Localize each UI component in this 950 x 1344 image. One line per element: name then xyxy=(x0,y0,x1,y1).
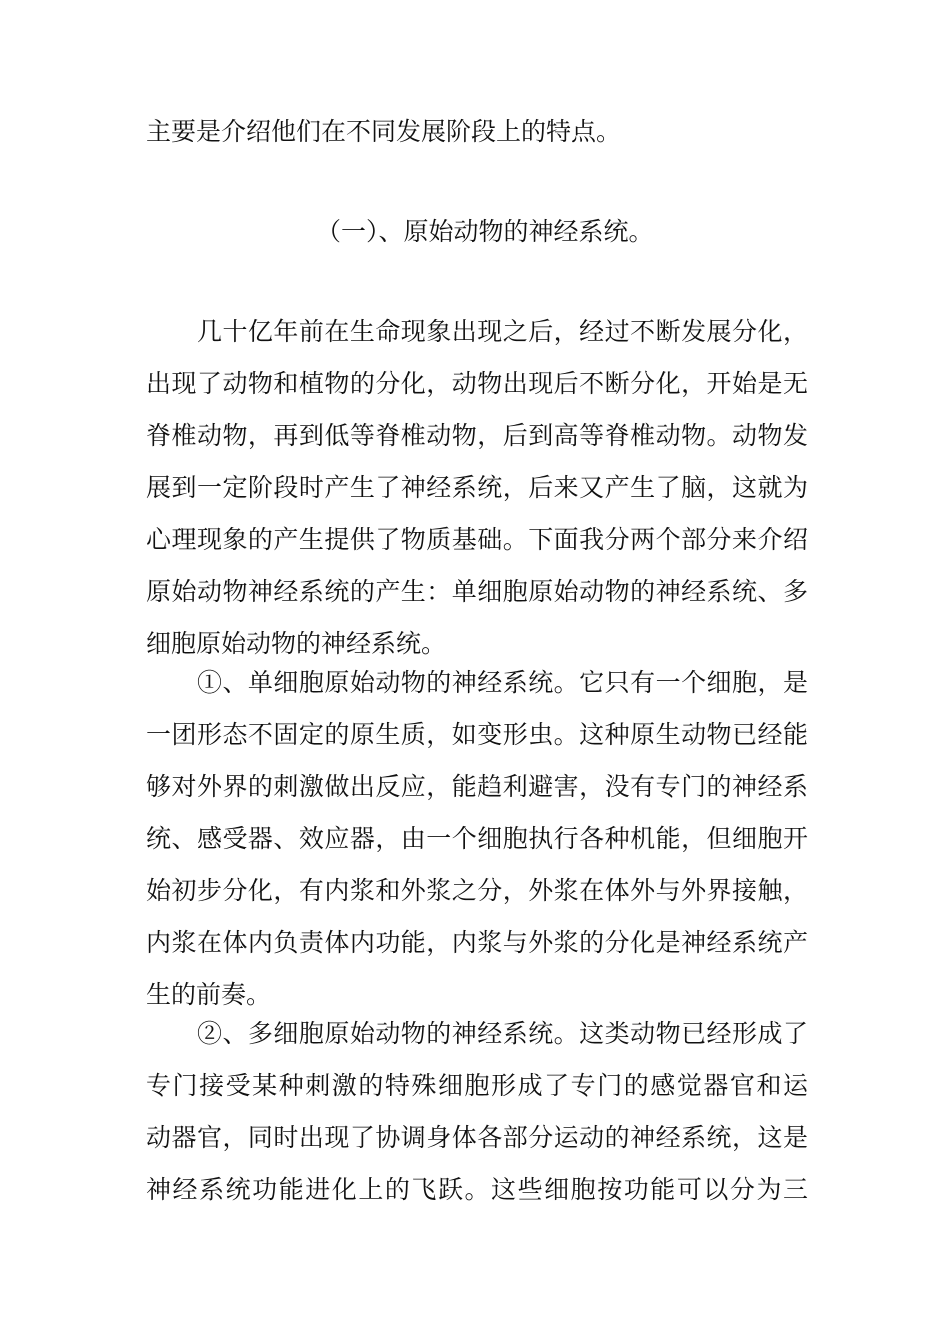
paragraph-line: 生的前奏。 xyxy=(146,980,272,1009)
paragraph-line: 原始动物神经系统的产生：单细胞原始动物的神经系统、多 xyxy=(146,577,808,606)
paragraph-line: 展到一定阶段时产生了神经系统，后来又产生了脑，这就为 xyxy=(146,473,808,502)
paragraph-line: 脊椎动物，再到低等脊椎动物，后到高等脊椎动物。动物发 xyxy=(146,421,808,450)
paragraph-line: ①、单细胞原始动物的神经系统。它只有一个细胞，是 xyxy=(146,668,808,697)
paragraph-line: 够对外界的刺激做出反应，能趋利避害，没有专门的神经系 xyxy=(146,772,808,801)
paragraph-line: 心理现象的产生提供了物质基础。下面我分两个部分来介绍 xyxy=(146,525,808,554)
paragraph-line: 出现了动物和植物的分化，动物出现后不断分化，开始是无 xyxy=(146,369,808,398)
paragraph-line: 神经系统功能进化上的飞跃。这些细胞按功能可以分为三 xyxy=(146,1175,808,1204)
paragraph-line: ②、多细胞原始动物的神经系统。这类动物已经形成了 xyxy=(146,1019,808,1048)
intro-line: 主要是介绍他们在不同发展阶段上的特点。 xyxy=(146,117,622,146)
paragraph-line: 动器官，同时出现了协调身体各部分运动的神经系统，这是 xyxy=(146,1123,808,1152)
paragraph-line: 几十亿年前在生命现象出现之后，经过不断发展分化， xyxy=(146,317,808,346)
paragraph-line: 统、感受器、效应器，由一个细胞执行各种机能，但细胞开 xyxy=(146,824,808,853)
paragraph-line: 内浆在体内负责体内功能，内浆与外浆的分化是神经系统产 xyxy=(146,928,808,957)
paragraph-line: 细胞原始动物的神经系统。 xyxy=(146,629,447,658)
section-heading: （一）、原始动物的神经系统。 xyxy=(316,217,654,246)
paragraph-line: 始初步分化，有内浆和外浆之分，外浆在体外与外界接触， xyxy=(146,876,808,905)
paragraph-line: 一团形态不固定的原生质，如变形虫。这种原生动物已经能 xyxy=(146,720,808,749)
paragraph-line: 专门接受某种刺激的特殊细胞形成了专门的感觉器官和运 xyxy=(146,1071,808,1100)
